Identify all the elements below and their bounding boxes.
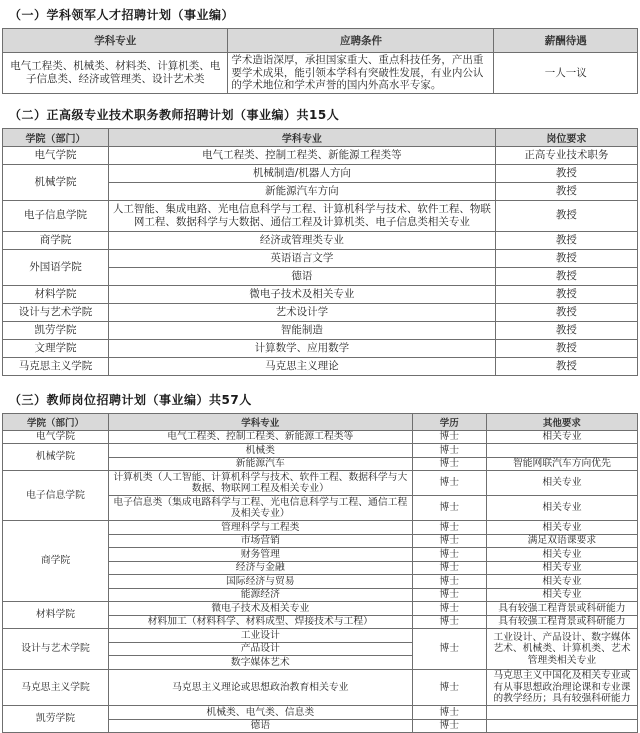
table-cell: 商学院 bbox=[3, 521, 109, 602]
table-row bbox=[3, 164, 638, 182]
table-cell: 教授 bbox=[495, 267, 637, 285]
column-header: 应聘条件 bbox=[228, 29, 494, 53]
table-row bbox=[3, 339, 638, 357]
table-cell: 教授 bbox=[495, 303, 637, 321]
table-cell: 智能网联汽车方向优先 bbox=[486, 457, 637, 471]
column-header: 学科专业 bbox=[109, 413, 413, 430]
table-cell: 设计与艺术学院 bbox=[3, 629, 109, 670]
table-cell: 商学院 bbox=[3, 231, 109, 249]
table-cell: 德语 bbox=[109, 719, 413, 733]
table-cell: 机械学院 bbox=[3, 444, 109, 471]
table-cell: 教授 bbox=[495, 182, 637, 200]
table-row bbox=[3, 321, 638, 339]
table-cell: 马克思主义学院 bbox=[3, 669, 109, 706]
table-cell: 相关专业 bbox=[486, 496, 637, 521]
table-row bbox=[3, 471, 638, 496]
table-cell: 管理科学与工程类 bbox=[109, 521, 413, 535]
table-cell: 博士 bbox=[412, 629, 486, 670]
table-cell: 人工智能、集成电路、光电信息科学与工程、计算机科学与技术、软件工程、物联网工程、数据科学与大数据、通信工程及计算机类、电子信息类相关专业 bbox=[109, 200, 496, 231]
table-cell: 博士 bbox=[412, 706, 486, 720]
table-cell: 马克思主义理论 bbox=[109, 357, 496, 375]
table-cell: 英语语言文学 bbox=[109, 249, 496, 267]
section-3-title: （三）教师岗位招聘计划（事业编）共57人 bbox=[9, 391, 638, 408]
table-row bbox=[3, 444, 638, 458]
table-cell: 博士 bbox=[412, 615, 486, 629]
table-cell bbox=[486, 706, 637, 720]
table-cell: 经济或管理类专业 bbox=[109, 231, 496, 249]
table-cell: 产品设计 bbox=[109, 642, 413, 656]
table-row bbox=[3, 53, 638, 94]
table-cell: 电气学院 bbox=[3, 146, 109, 164]
table-cell: 市场营销 bbox=[109, 534, 413, 548]
table-cell bbox=[486, 444, 637, 458]
table-cell: 数字媒体艺术 bbox=[109, 656, 413, 670]
table-cell: 教授 bbox=[495, 339, 637, 357]
table-cell: 机械类、电气类、信息类 bbox=[109, 706, 413, 720]
table-cell: 相关专业 bbox=[486, 521, 637, 535]
table-cell: 博士 bbox=[412, 430, 486, 444]
table-cell: 博士 bbox=[412, 471, 486, 496]
table-cell: 教授 bbox=[495, 200, 637, 231]
table-cell: 博士 bbox=[412, 444, 486, 458]
section-2-table bbox=[2, 128, 638, 376]
table-cell: 博士 bbox=[412, 521, 486, 535]
table-cell: 相关专业 bbox=[486, 471, 637, 496]
table-row bbox=[3, 430, 638, 444]
table-cell: 相关专业 bbox=[486, 430, 637, 444]
section-3-table bbox=[2, 413, 638, 733]
column-header: 岗位要求 bbox=[495, 128, 637, 146]
table-cell: 相关专业 bbox=[486, 548, 637, 562]
table-cell: 机械制造/机器人方向 bbox=[109, 164, 496, 182]
table-cell: 马克思主义学院 bbox=[3, 357, 109, 375]
table-cell: 具有较强工程背景或科研能力 bbox=[486, 602, 637, 616]
table-cell: 凯劳学院 bbox=[3, 706, 109, 733]
table-row bbox=[3, 521, 638, 535]
table-cell: 正高专业技术职务 bbox=[495, 146, 637, 164]
table-cell: 教授 bbox=[495, 357, 637, 375]
table-cell: 电子信息类（集成电路科学与工程、光电信息科学与工程、通信工程及相关专业） bbox=[109, 496, 413, 521]
table-cell: 马克思主义理论或思想政治教育相关专业 bbox=[109, 669, 413, 706]
table-row bbox=[3, 231, 638, 249]
table-cell: 材料学院 bbox=[3, 602, 109, 629]
table-cell: 博士 bbox=[412, 496, 486, 521]
column-header: 薪酬待遇 bbox=[494, 29, 638, 53]
table-cell: 博士 bbox=[412, 575, 486, 589]
table-cell: 教授 bbox=[495, 321, 637, 339]
column-header: 其他要求 bbox=[486, 413, 637, 430]
table-cell: 德语 bbox=[109, 267, 496, 285]
table-cell: 马克思主义中国化及相关专业或有从事思想政治理论课和专业课的教学经历；具有较强科研能力 bbox=[486, 669, 637, 706]
table-cell: 博士 bbox=[412, 534, 486, 548]
table-cell: 文理学院 bbox=[3, 339, 109, 357]
table-cell: 学术造诣深厚，承担国家重大、重点科技任务，产出重要学术成果，能引领本学科有突破性发展，有业内公认的学术地位和学术声誉的国内外高水平专家。 bbox=[228, 53, 494, 94]
table-cell: 电气工程类、控制工程类、新能源工程类等 bbox=[109, 430, 413, 444]
table-cell: 新能源汽车方向 bbox=[109, 182, 496, 200]
table-cell: 电子信息学院 bbox=[3, 471, 109, 521]
table-cell: 材料学院 bbox=[3, 285, 109, 303]
table-cell: 计算数学、应用数学 bbox=[109, 339, 496, 357]
table-cell: 教授 bbox=[495, 164, 637, 182]
table-cell: 工业设计 bbox=[109, 629, 413, 643]
table-cell: 艺术设计学 bbox=[109, 303, 496, 321]
table-cell: 经济与金融 bbox=[109, 561, 413, 575]
column-header: 学院（部门） bbox=[3, 413, 109, 430]
table-cell: 机械学院 bbox=[3, 164, 109, 200]
column-header: 学院（部门） bbox=[3, 128, 109, 146]
table-cell: 相关专业 bbox=[486, 575, 637, 589]
column-header: 学科专业 bbox=[3, 29, 228, 53]
table-cell: 电子信息学院 bbox=[3, 200, 109, 231]
table-row bbox=[3, 629, 638, 643]
table-cell: 电气工程类、机械类、材料类、计算机类、电子信息类、经济或管理类、设计艺术类 bbox=[3, 53, 228, 94]
table-cell: 电气学院 bbox=[3, 430, 109, 444]
table-row bbox=[3, 200, 638, 231]
table-row bbox=[3, 357, 638, 375]
table-cell: 机械类 bbox=[109, 444, 413, 458]
table-cell bbox=[486, 719, 637, 733]
header-row bbox=[3, 128, 638, 146]
table-cell: 能源经济 bbox=[109, 588, 413, 602]
table-row bbox=[3, 706, 638, 720]
table-cell: 微电子技术及相关专业 bbox=[109, 602, 413, 616]
table-row bbox=[3, 669, 638, 706]
table-cell: 博士 bbox=[412, 561, 486, 575]
table-cell: 相关专业 bbox=[486, 561, 637, 575]
section-2-title: （二）正高级专业技术职务教师招聘计划（事业编）共15人 bbox=[9, 106, 638, 123]
table-cell: 材料加工（材料科学、材料成型、焊接技术与工程） bbox=[109, 615, 413, 629]
column-header: 学科专业 bbox=[109, 128, 496, 146]
table-cell: 一人一议 bbox=[494, 53, 638, 94]
table-cell: 博士 bbox=[412, 602, 486, 616]
table-cell: 微电子技术及相关专业 bbox=[109, 285, 496, 303]
column-header: 学历 bbox=[412, 413, 486, 430]
table-cell: 计算机类（人工智能、计算机科学与技术、软件工程、数据科学与大数据、物联网工程及相关专业） bbox=[109, 471, 413, 496]
table-cell: 凯劳学院 bbox=[3, 321, 109, 339]
table-cell: 教授 bbox=[495, 249, 637, 267]
table-cell: 具有较强工程背景或科研能力 bbox=[486, 615, 637, 629]
table-row bbox=[3, 303, 638, 321]
header-row bbox=[3, 413, 638, 430]
table-cell: 教授 bbox=[495, 231, 637, 249]
section-1-title: （一）学科领军人才招聘计划（事业编） bbox=[9, 6, 638, 23]
table-cell: 博士 bbox=[412, 669, 486, 706]
table-cell: 博士 bbox=[412, 457, 486, 471]
table-cell: 工业设计、产品设计、数字媒体艺术、机械类、计算机类、艺术管理类相关专业 bbox=[486, 629, 637, 670]
table-cell: 教授 bbox=[495, 285, 637, 303]
table-cell: 财务管理 bbox=[109, 548, 413, 562]
table-row bbox=[3, 602, 638, 616]
table-cell: 博士 bbox=[412, 719, 486, 733]
table-row bbox=[3, 146, 638, 164]
table-cell: 博士 bbox=[412, 548, 486, 562]
table-cell: 满足双语课要求 bbox=[486, 534, 637, 548]
table-row bbox=[3, 249, 638, 267]
table-cell: 新能源汽车 bbox=[109, 457, 413, 471]
header-row bbox=[3, 29, 638, 53]
section-1-table bbox=[2, 28, 638, 94]
table-cell: 设计与艺术学院 bbox=[3, 303, 109, 321]
table-cell: 国际经济与贸易 bbox=[109, 575, 413, 589]
table-cell: 外国语学院 bbox=[3, 249, 109, 285]
table-cell: 相关专业 bbox=[486, 588, 637, 602]
table-cell: 电气工程类、控制工程类、新能源工程类等 bbox=[109, 146, 496, 164]
table-cell: 博士 bbox=[412, 588, 486, 602]
table-cell: 智能制造 bbox=[109, 321, 496, 339]
table-row bbox=[3, 285, 638, 303]
